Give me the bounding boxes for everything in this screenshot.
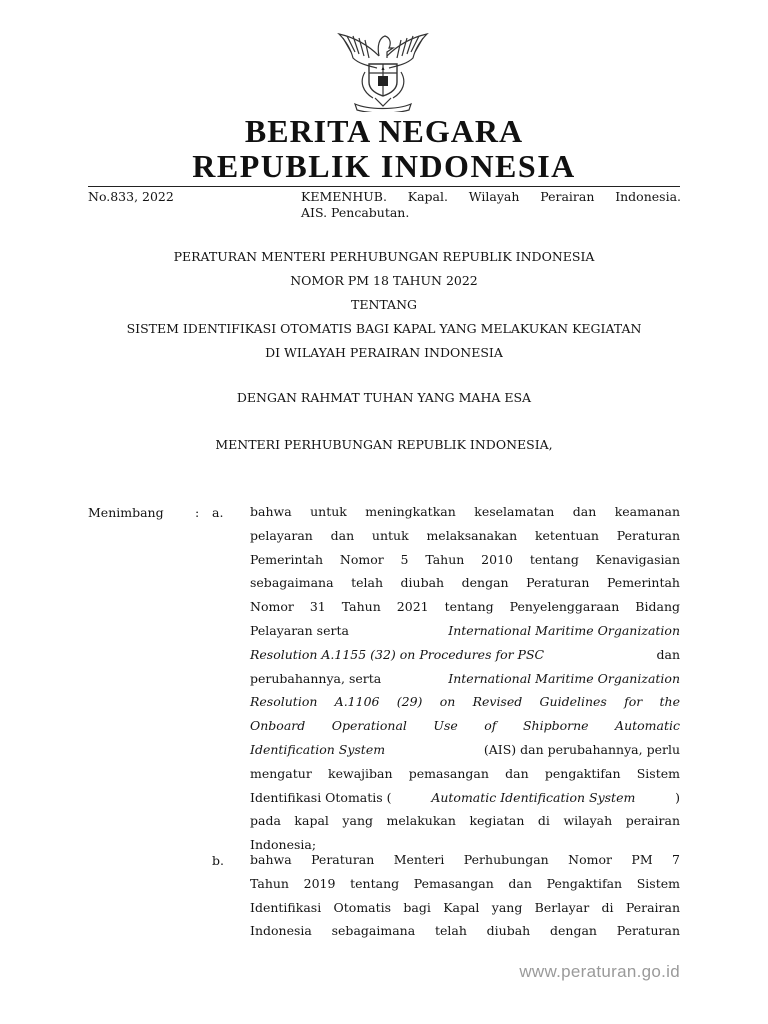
text-line: Tahun 2019 tentang Pemasangan dan Pengaktifan Sistem <box>250 875 680 891</box>
preamble-minister: MENTERI PERHUBUNGAN REPUBLIK INDONESIA, <box>215 437 553 452</box>
regulation-about: TENTANG <box>350 297 417 312</box>
point-b-marker: b. <box>212 853 224 868</box>
regulation-subject-line: SISTEM IDENTIFIKASI OTOMATIS BAGI KAPAL YANG MELAKUKAN KEGIATAN <box>126 321 642 336</box>
regulation-title-line: PERATURAN MENTERI PERHUBUNGAN REPUBLIK INDONESIA <box>173 249 595 264</box>
regulation-number: NOMOR PM 18 TAHUN 2022 <box>290 273 478 288</box>
text-fragment-italic: Onboard Operational Use of Shipborne Automatic <box>250 718 680 734</box>
header-divider <box>88 186 680 187</box>
text-line <box>250 619 680 643</box>
text-fragment: Identifikasi Otomatis ( <box>250 789 392 805</box>
text-fragment: perubahannya, serta <box>250 670 382 686</box>
text-line: sebagaimana telah diubah dengan Peraturan Pemerintah <box>250 575 680 591</box>
point-b-text <box>250 848 680 943</box>
text-line <box>250 786 680 810</box>
point-a-marker: a. <box>212 505 224 520</box>
text-line: bahwa Peraturan Menteri Perhubungan Nomor PM 7 <box>250 852 680 867</box>
masthead-republik-indonesia: REPUBLIK INDONESIA <box>192 148 576 184</box>
text-fragment-italic: Identification System <box>250 741 386 757</box>
text-line: Indonesia; <box>250 837 317 853</box>
gazette-summary <box>301 189 681 221</box>
text-fragment-italic: Resolution A.1106 (29) on Revised Guidelines for the <box>250 694 680 710</box>
masthead-berita-negara: BERITA NEGARA <box>244 113 524 149</box>
text-line: Indonesia sebagaimana telah diubah dengan Peraturan <box>250 923 680 939</box>
text-line: bahwa untuk meningkatkan keselamatan dan keamanan <box>250 504 680 519</box>
text-line <box>250 690 680 714</box>
text-fragment-italic: Resolution A.1155 (32) on Procedures for PSC <box>250 646 545 662</box>
text-line: Pemerintah Nomor 5 Tahun 2010 tentang Kenavigasian <box>250 551 680 567</box>
preamble-blessing: DENGAN RAHMAT TUHAN YANG MAHA ESA <box>236 390 532 405</box>
text-line <box>250 738 680 762</box>
gazette-summary-line: KEMENHUB. Kapal. Wilayah Perairan Indonesia. <box>301 189 681 204</box>
footer-url: www.peraturan.go.id <box>519 962 680 981</box>
text-fragment: dan <box>656 646 680 662</box>
text-line: Nomor 31 Tahun 2021 tentang Penyelenggaraan Bidang <box>250 599 680 615</box>
text-line: pelayaran dan untuk melaksanakan ketentuan Peraturan <box>250 527 680 543</box>
considering-colon: : <box>195 505 200 520</box>
text-fragment: Pelayaran serta <box>250 622 349 638</box>
text-line: mengatur kewajiban pemasangan dan pengaktifan Sistem <box>250 765 680 781</box>
gazette-summary-line: AIS. Pencabutan. <box>301 205 410 220</box>
text-fragment: (AIS) dan perubahannya, perlu <box>483 741 680 757</box>
text-fragment-italic: International Maritime Organization <box>448 622 680 638</box>
regulation-subject-line: DI WILAYAH PERAIRAN INDONESIA <box>265 345 503 360</box>
text-line: pada kapal yang melakukan kegiatan di wilayah perairan <box>250 813 680 829</box>
point-a-text <box>250 500 680 857</box>
gazette-number: No.833, 2022 <box>88 189 174 204</box>
text-line <box>250 714 680 738</box>
text-line: Identifikasi Otomatis bagi Kapal yang Berlayar di Perairan <box>250 899 680 915</box>
text-fragment: ) <box>675 789 680 805</box>
considering-label: Menimbang <box>88 505 164 520</box>
text-fragment-italic: Automatic Identification System <box>431 789 636 805</box>
text-line <box>250 667 680 691</box>
text-fragment-italic: International Maritime Organization <box>448 670 680 686</box>
garuda-emblem-icon <box>329 26 437 112</box>
text-line <box>250 643 680 667</box>
